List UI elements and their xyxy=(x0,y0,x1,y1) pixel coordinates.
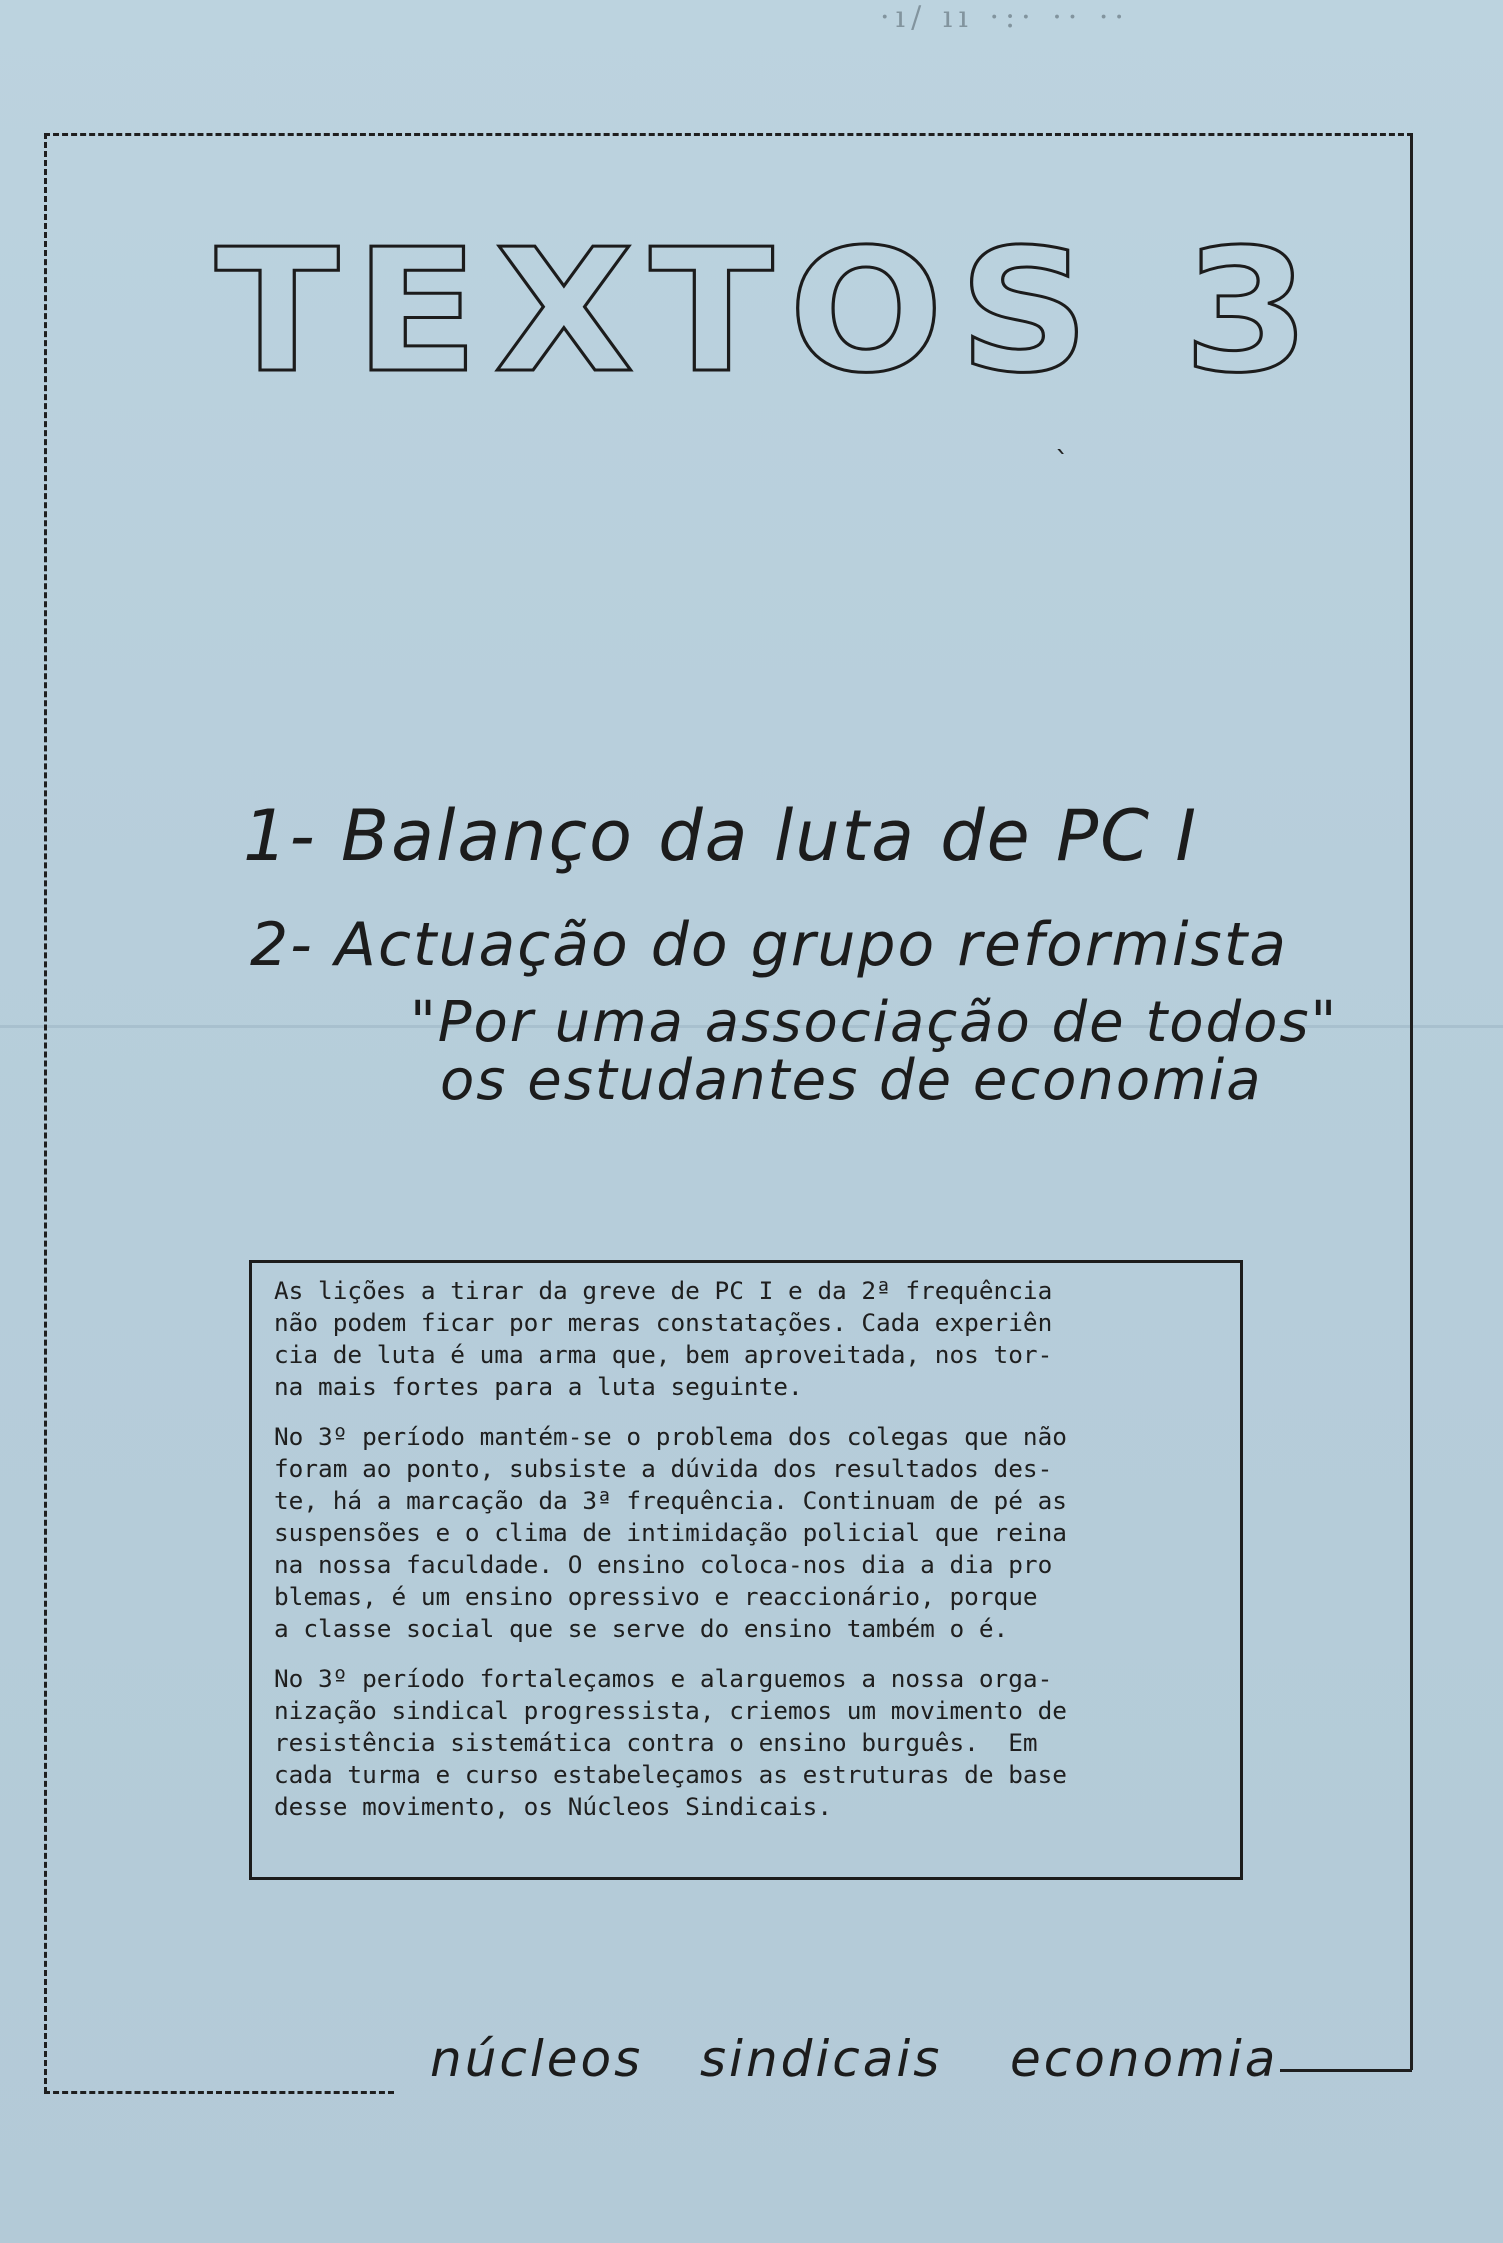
footer-rule xyxy=(1280,2069,1412,2072)
title-outline-text: TEXTOS 3 xyxy=(215,213,1325,411)
footer-word-sindicais: sindicais xyxy=(700,2030,943,2088)
frame-border-top xyxy=(44,133,1413,136)
contents-item-2-continuation: os estudantes de economia xyxy=(440,1048,1263,1113)
frame-border-bottom xyxy=(44,2091,394,2094)
footer-word-nucleos: núcleos xyxy=(430,2030,644,2088)
ink-mark xyxy=(1055,445,1065,455)
frame-border-right xyxy=(1410,133,1413,2070)
contents-item-2: 2- Actuação do grupo reformista xyxy=(250,910,1289,980)
notice-paragraph-2: No 3º período mantém-se o problema dos colegas que não foram ao ponto, subsiste a dúvida dos resultados des- te, há a marcação da 3ª frequência. Continuam de pé as suspensões e o clima de intimidação policial que reina na nossa faculdade. O ensino coloca-nos dia a dia pro blemas, é um ensino opressivo e reaccionário, porque a classe social que se serve do ensino também o é. xyxy=(274,1422,1067,1643)
frame-border-left xyxy=(44,133,47,2093)
notice-paragraph-1: As lições a tirar da greve de PC I e da 2ª frequência não podem ficar por meras constatações. Cada experiên cia de luta é uma arma que, bem aproveitada, nos tor- na mais fortes para a luta seguinte. xyxy=(274,1276,1053,1401)
notice-paragraph-3: No 3º período fortaleçamos e alarguemos a nossa orga- nização sindical progressista, criemos um movimento de resistência sistemática contra o ensino burguês. Em cada turma e curso estabeleçamos as estruturas de base desse movimento, os Núcleos Sindicais. xyxy=(274,1664,1067,1821)
footer-word-economia: economia xyxy=(1010,2030,1279,2088)
notice-box xyxy=(249,1260,1243,1880)
document-title xyxy=(215,213,1335,411)
top-edge-marks: ·ı/ ıı ·:· ·· ·· xyxy=(880,0,1130,35)
contents-item-1: 1- Balanço da luta de PC I xyxy=(243,795,1198,877)
contents-item-2-quote: "Por uma associação de todos" xyxy=(410,990,1339,1055)
